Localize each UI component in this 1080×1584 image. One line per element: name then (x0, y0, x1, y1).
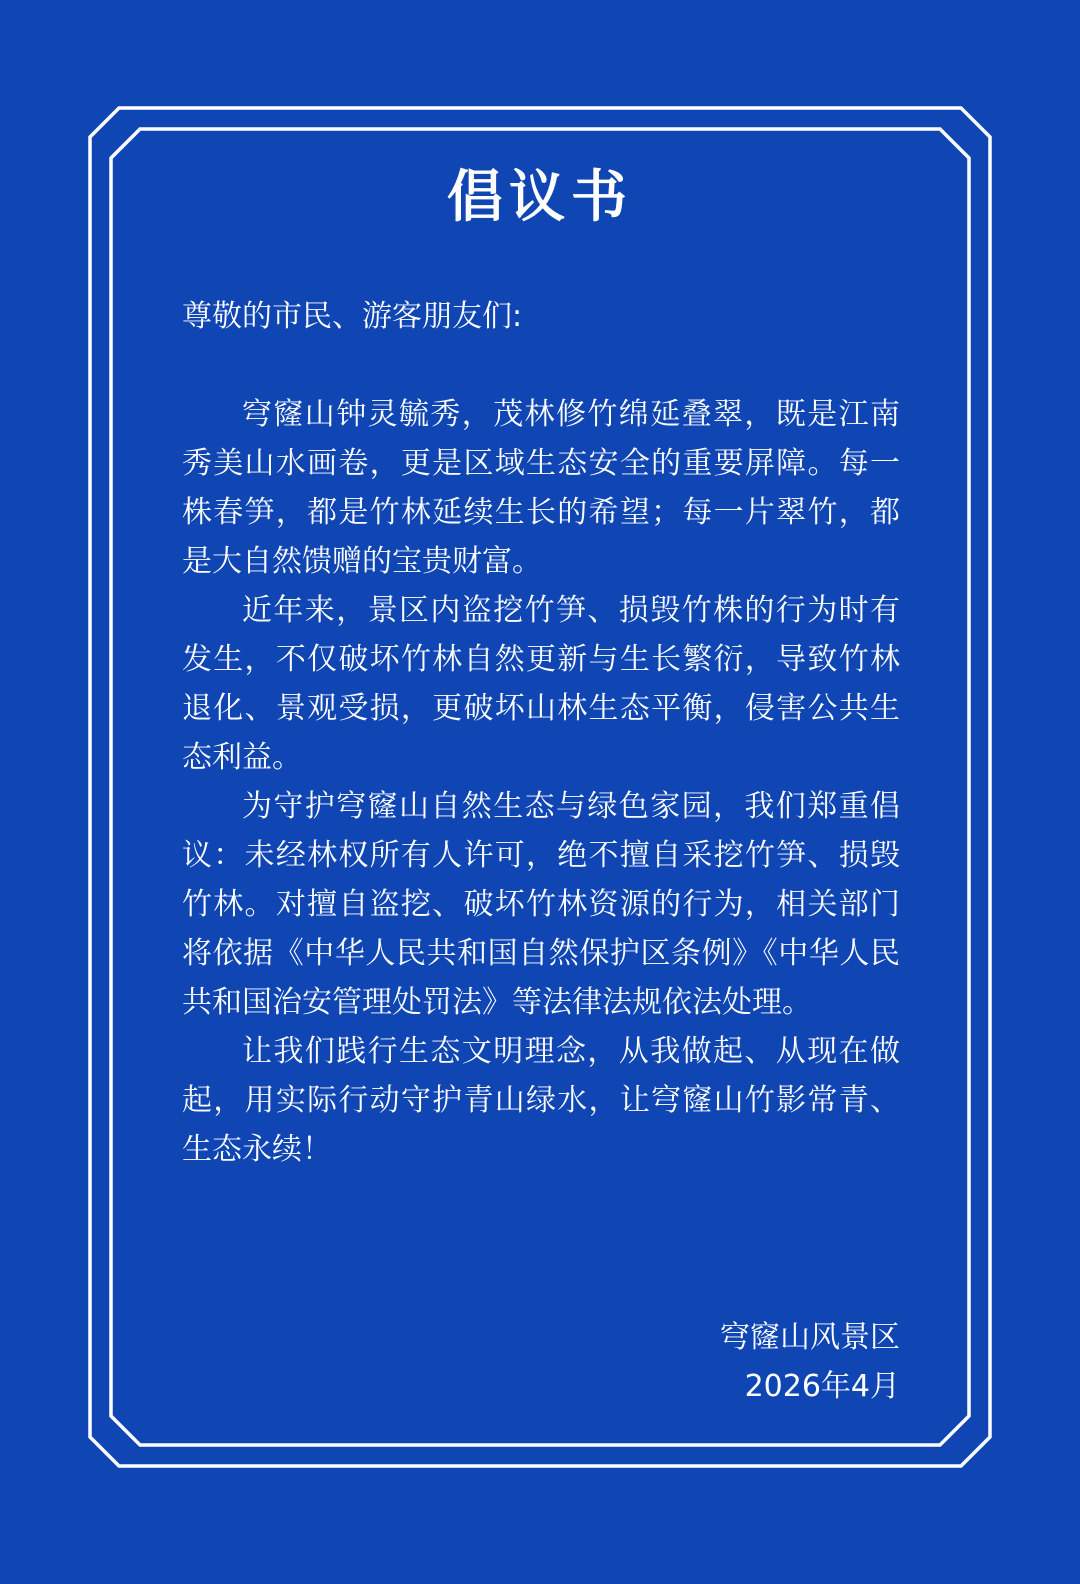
document-title: 倡议书 (447, 165, 633, 230)
salutation: 尊敬的市民、游客朋友们: (182, 299, 523, 334)
paragraph-proposal: 为守护穹窿山自然生态与绿色家园，我们郑重倡议：未经林权所有人许可，绝不擅自采挖竹笋、损毁竹林。对擅自盗挖、破坏竹林资源的行为，相关部门将依据《中华人民共和国自然保护区条例》《中华人民共和国治安管理处罚法》等法律法规依法处理。 (182, 789, 900, 1020)
paragraph-problem: 近年来，景区内盗挖竹笋、损毁竹株的行为时有发生，不仅破坏竹林自然更新与生长繁衍，导致竹林退化、景观受损，更破坏山林生态平衡，侵害公共生态利益。 (182, 593, 900, 775)
document-body (182, 292, 900, 1174)
signature-date: 2026年4月 (744, 1369, 900, 1404)
paragraph-call-to-action: 让我们践行生态文明理念，从我做起、从现在做起，用实际行动守护青山绿水，让穹窿山竹影常青、生态永续！ (182, 1034, 900, 1167)
signature-organization: 穹窿山风景区 (720, 1320, 900, 1355)
paragraph-intro: 穹窿山钟灵毓秀，茂林修竹绵延叠翠，既是江南秀美山水画卷，更是区域生态安全的重要屏障。每一株春笋，都是竹林延续生长的希望；每一片翠竹，都是大自然馈赠的宝贵财富。 (182, 397, 900, 579)
signature-block (600, 1313, 900, 1411)
